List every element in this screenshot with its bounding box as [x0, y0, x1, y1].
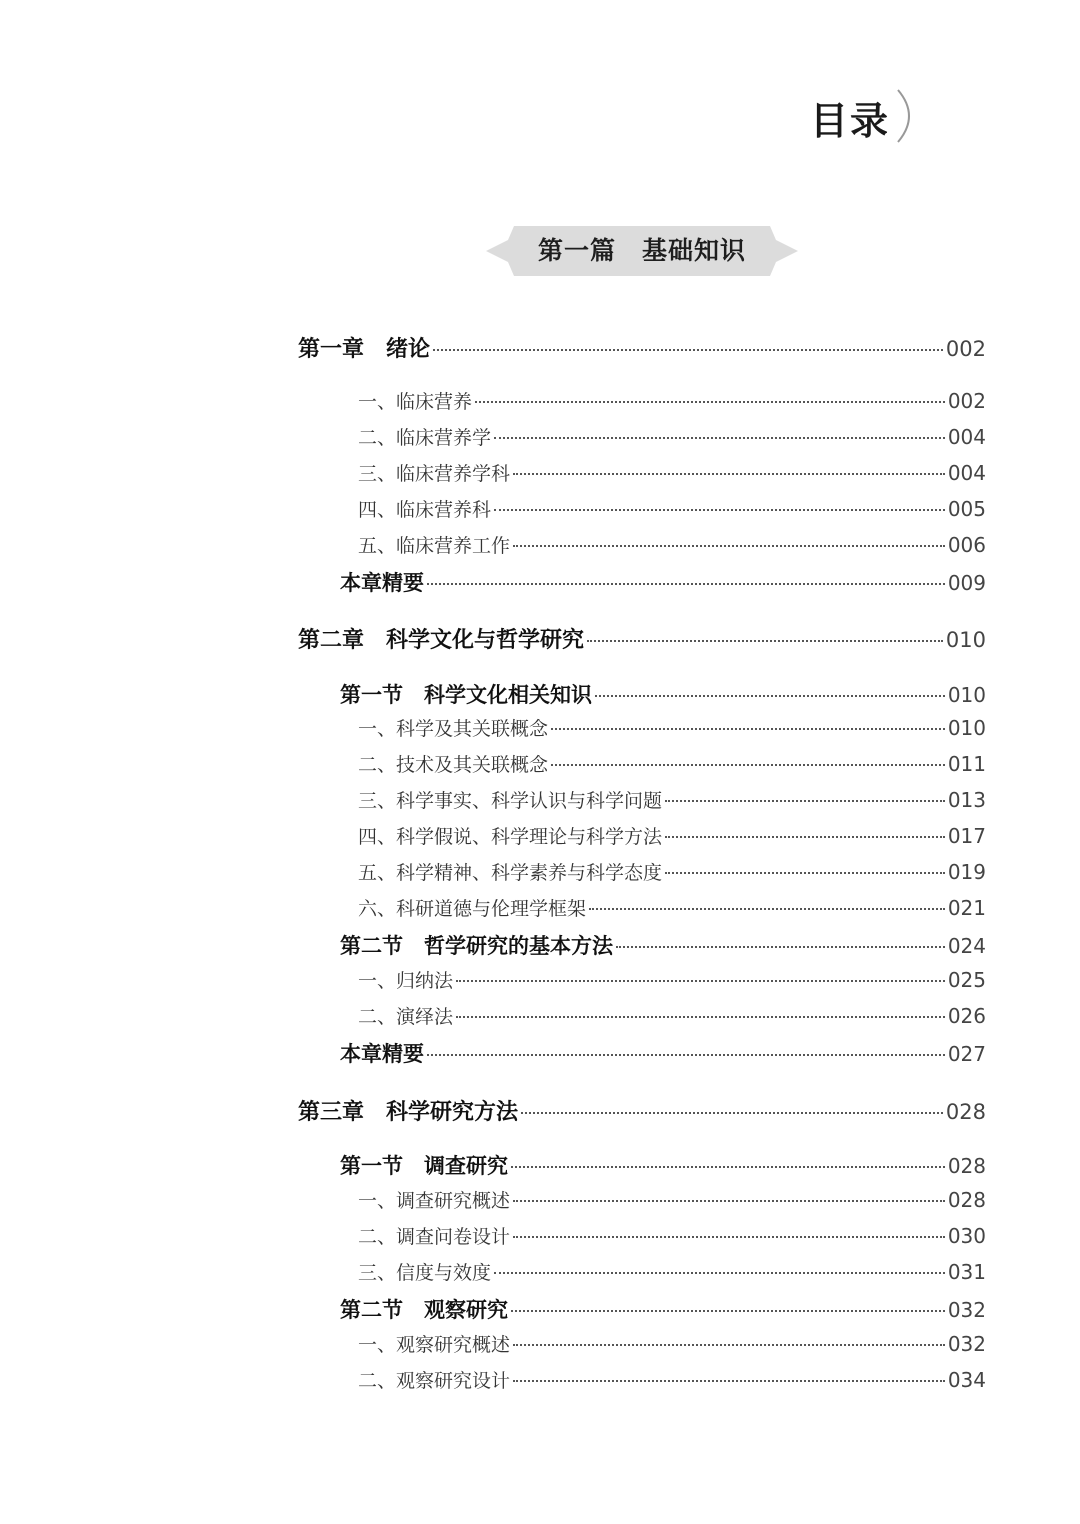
toc-item-row — [358, 459, 986, 486]
toc-entry-title: 三、临床营养学科 — [358, 463, 511, 485]
dot-leader — [616, 946, 945, 948]
toc-entry-title: 第一章 绪论 — [298, 337, 431, 362]
toc-item-row — [358, 858, 986, 885]
toc-entry-title: 五、临床营养工作 — [358, 535, 511, 557]
toc-page-number: 026 — [947, 1004, 986, 1028]
dot-leader — [427, 1054, 945, 1056]
dot-leader — [427, 583, 945, 585]
dot-leader — [551, 764, 945, 766]
toc-section-row — [340, 1038, 986, 1068]
toc-page-number: 004 — [947, 461, 986, 485]
dot-leader — [511, 1310, 945, 1312]
dot-leader — [513, 1236, 945, 1238]
toc-page-number: 032 — [947, 1298, 986, 1322]
toc-entry-title: 本章精要 — [340, 1042, 424, 1066]
toc-chapter-row — [298, 332, 986, 363]
toc-item-row — [358, 786, 986, 813]
toc-page-number: 005 — [947, 497, 986, 521]
toc-entry-title: 二、观察研究设计 — [358, 1370, 511, 1392]
dot-leader — [513, 1380, 945, 1382]
dot-leader — [551, 728, 945, 730]
toc-item-row — [358, 1330, 986, 1357]
toc-item-row — [358, 714, 986, 741]
toc-page-number: 028 — [947, 1154, 986, 1178]
toc-item-row — [358, 1366, 986, 1393]
toc-section-row — [340, 930, 986, 960]
dot-leader — [494, 437, 945, 439]
toc-page-number: 025 — [947, 968, 986, 992]
toc-item-row — [358, 495, 986, 522]
toc-page-number: 010 — [947, 683, 986, 707]
dot-leader — [456, 980, 945, 982]
part-banner — [486, 226, 798, 276]
toc-item-row — [358, 1258, 986, 1285]
toc-page-number: 032 — [947, 1332, 986, 1356]
dot-leader — [595, 695, 945, 697]
toc-entry-title: 二、临床营养学 — [358, 427, 492, 449]
page-title: 目录 — [810, 99, 891, 143]
toc-page-number: 019 — [947, 860, 986, 884]
dot-leader — [494, 1272, 945, 1274]
toc-item-row — [358, 1186, 986, 1213]
toc-page-number: 011 — [947, 752, 986, 776]
toc-page-number: 028 — [947, 1188, 986, 1212]
dot-leader — [665, 800, 945, 802]
page-title-block — [810, 86, 920, 146]
toc-entry-title: 五、科学精神、科学素养与科学态度 — [358, 862, 663, 884]
toc-chapter-row — [298, 1095, 986, 1126]
part-title: 第一篇 基础知识 — [537, 236, 746, 265]
toc-entry-title: 一、临床营养 — [358, 391, 473, 413]
toc-page-number: 027 — [947, 1042, 986, 1066]
dot-leader — [475, 401, 945, 403]
toc-entry-title: 三、信度与效度 — [358, 1262, 492, 1284]
dot-leader — [513, 545, 945, 547]
toc-page-number: 021 — [947, 896, 986, 920]
toc-page-number: 004 — [947, 425, 986, 449]
toc-entry-title: 第一节 科学文化相关知识 — [340, 683, 592, 707]
dot-leader — [511, 1166, 945, 1168]
toc-entry-title: 一、科学及其关联概念 — [358, 718, 549, 740]
toc-item-row — [358, 423, 986, 450]
toc-entry-title: 二、演绎法 — [358, 1006, 454, 1028]
toc-page-number: 002 — [945, 337, 986, 361]
dot-leader — [513, 473, 945, 475]
toc-item-row — [358, 822, 986, 849]
toc-entry-title: 四、科学假说、科学理论与科学方法 — [358, 826, 663, 848]
toc-item-row — [358, 1222, 986, 1249]
dot-leader — [521, 1112, 943, 1114]
dot-leader — [665, 836, 945, 838]
dot-leader — [587, 640, 943, 642]
toc-entry-title: 六、科研道德与伦理学框架 — [358, 898, 587, 920]
toc-page-number: 028 — [945, 1100, 986, 1124]
toc-item-row — [358, 387, 986, 414]
toc-page-number: 013 — [947, 788, 986, 812]
toc-entry-title: 二、技术及其关联概念 — [358, 754, 549, 776]
dot-leader — [513, 1200, 945, 1202]
dot-leader — [456, 1016, 945, 1018]
toc-page-number: 024 — [947, 934, 986, 958]
dot-leader — [513, 1344, 945, 1346]
toc-entry-title: 三、科学事实、科学认识与科学问题 — [358, 790, 663, 812]
toc-section-row — [340, 679, 986, 709]
title-arc-decoration — [892, 86, 922, 146]
toc-entry-title: 第二节 哲学研究的基本方法 — [340, 934, 613, 958]
toc-page-number: 002 — [947, 389, 986, 413]
toc-page-number: 006 — [947, 533, 986, 557]
toc-section-row — [340, 567, 986, 597]
toc-page-number: 009 — [947, 571, 986, 595]
toc-page-number: 010 — [947, 716, 986, 740]
toc-item-row — [358, 750, 986, 777]
toc-item-row — [358, 1002, 986, 1029]
toc-entry-title: 四、临床营养科 — [358, 499, 492, 521]
toc-entry-title: 第二节 观察研究 — [340, 1298, 508, 1322]
toc-entry-title: 本章精要 — [340, 571, 424, 595]
toc-page-number: 034 — [947, 1368, 986, 1392]
toc-page-number: 030 — [947, 1224, 986, 1248]
toc-entry-title: 一、观察研究概述 — [358, 1334, 511, 1356]
dot-leader — [589, 908, 945, 910]
toc-item-row — [358, 966, 986, 993]
dot-leader — [433, 349, 943, 351]
toc-entry-title: 一、调查研究概述 — [358, 1190, 511, 1212]
toc-entry-title: 第一节 调查研究 — [340, 1154, 508, 1178]
dot-leader — [494, 509, 945, 511]
toc-section-row — [340, 1294, 986, 1324]
toc-page-number: 017 — [947, 824, 986, 848]
toc-entry-title: 一、归纳法 — [358, 970, 454, 992]
toc-page-number: 031 — [947, 1260, 986, 1284]
toc-entry-title: 第二章 科学文化与哲学研究 — [298, 628, 585, 653]
toc-item-row — [358, 531, 986, 558]
toc-section-row — [340, 1150, 986, 1180]
toc-chapter-row — [298, 623, 986, 654]
toc-item-row — [358, 894, 986, 921]
dot-leader — [665, 872, 945, 874]
toc-entry-title: 第三章 科学研究方法 — [298, 1100, 519, 1125]
toc-page-number: 010 — [945, 628, 986, 652]
toc-entry-title: 二、调查问卷设计 — [358, 1226, 511, 1248]
